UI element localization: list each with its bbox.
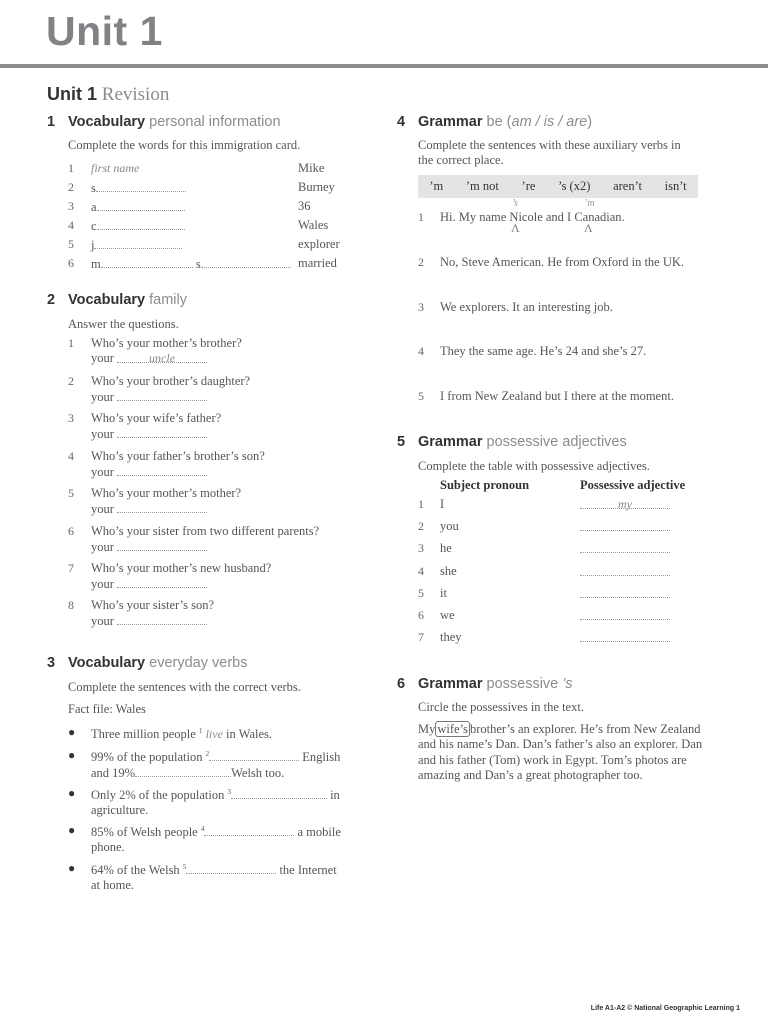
gap-number: 3 xyxy=(227,788,231,796)
fact-text: and 19% xyxy=(91,766,136,781)
example-answer: live xyxy=(205,727,223,742)
fact-text: in Wales. xyxy=(226,727,273,742)
item-number: 5 xyxy=(418,389,424,403)
field-prefix: j xyxy=(91,238,95,252)
card-value: Wales xyxy=(298,218,329,232)
fact-text: 85% of Welsh people xyxy=(91,825,198,840)
section-category: Grammar xyxy=(418,676,483,692)
possessives-text[interactable] xyxy=(418,722,718,783)
revision-title-word: Revision xyxy=(101,84,170,105)
question: Who’s your sister’s son? xyxy=(91,598,215,612)
fact-text: phone. xyxy=(91,840,125,855)
item-number: 6 xyxy=(68,524,74,538)
field-prefix: s xyxy=(91,181,96,195)
pronoun: she xyxy=(440,564,457,578)
column-header: Subject pronoun xyxy=(440,478,530,492)
text-body: brother’s an explorer. He’s from New Zealand and his name’s Dan. Dan’s father’s also an explorer. Dan and his father (Tom) work in Egypt. Tom’s photos are amazing and Dan’s a great photographer too. xyxy=(418,722,703,782)
word-option: ’m not xyxy=(465,179,499,193)
item-number: 4 xyxy=(418,344,424,358)
answer-prefix: your xyxy=(91,614,114,628)
instruction-line: Complete the sentences with these auxiliary verbs in xyxy=(418,138,681,152)
word-option: ’m xyxy=(429,179,444,193)
field-prefix: a xyxy=(91,200,97,214)
card-value: explorer xyxy=(298,237,340,251)
answer-line[interactable] xyxy=(91,426,207,442)
pronoun: they xyxy=(440,630,462,644)
section-6-heading xyxy=(397,676,573,692)
item-number: 2 xyxy=(418,519,424,533)
fact-item[interactable] xyxy=(91,822,371,855)
item-number: 6 xyxy=(418,608,424,622)
section-2-heading xyxy=(47,292,187,308)
fact-text: agriculture. xyxy=(91,803,149,818)
section-3-instruction: Complete the sentences with the correct verbs. xyxy=(68,680,301,694)
item-number: 3 xyxy=(418,541,424,555)
item-number: 4 xyxy=(418,564,424,578)
text-start: My xyxy=(418,722,436,736)
topic-italic: am / is / are xyxy=(511,114,588,130)
fact-item[interactable] xyxy=(91,785,371,818)
card-field xyxy=(91,161,139,176)
section-4-heading xyxy=(397,114,592,130)
bullet-icon: ● xyxy=(68,725,76,739)
card-field[interactable] xyxy=(91,199,185,215)
gap-number: 4 xyxy=(200,825,205,833)
section-3-heading xyxy=(47,655,247,671)
header-rule xyxy=(0,64,768,68)
section-2-instruction: Answer the questions. xyxy=(68,317,179,331)
section-number: 4 xyxy=(397,114,406,130)
sentence: Hi. My name Nicole and I Canadian. xyxy=(440,210,625,224)
answer-line[interactable] xyxy=(91,501,207,517)
section-topic: possessive adjectives xyxy=(486,434,627,450)
section-1-heading xyxy=(47,114,281,130)
answer-prefix: your xyxy=(91,502,114,516)
answer-cell[interactable] xyxy=(580,608,670,624)
fact-text: the Internet xyxy=(279,863,337,878)
fact-item[interactable] xyxy=(91,860,371,893)
example-insert: ’m xyxy=(584,198,595,209)
example-answer: first name xyxy=(91,161,140,175)
field-prefix: m xyxy=(91,257,101,271)
section-topic: family xyxy=(149,292,188,308)
caret-icon: Λ xyxy=(511,221,520,235)
bullet-icon: ● xyxy=(68,748,76,762)
fact-text: 99% of the population xyxy=(91,750,203,765)
question: Who’s your wife’s father? xyxy=(91,411,222,425)
sentence[interactable]: No, Steve American. He from Oxford in the UK. xyxy=(440,255,685,269)
answer-cell xyxy=(580,497,670,512)
item-number: 2 xyxy=(418,255,424,269)
card-value: 36 xyxy=(298,199,311,213)
answer-line[interactable] xyxy=(91,464,207,480)
question: Who’s your brother’s daughter? xyxy=(91,374,251,388)
word-box xyxy=(418,175,698,198)
section-number: 1 xyxy=(47,114,56,130)
card-field[interactable] xyxy=(91,218,185,234)
gap-number: 2 xyxy=(205,750,210,758)
section-category: Vocabulary xyxy=(68,655,146,671)
item-number: 7 xyxy=(418,630,424,644)
page-footer: Life A1-A2 © National Geographic Learning 1 xyxy=(590,1005,740,1012)
card-field[interactable] xyxy=(91,256,291,272)
gap-number: 1 xyxy=(198,727,203,735)
item-number: 7 xyxy=(68,561,74,575)
item-number: 1 xyxy=(418,210,424,224)
section-5-instruction: Complete the table with possessive adjectives. xyxy=(418,459,650,473)
sentence[interactable]: I from New Zealand but I there at the moment. xyxy=(440,389,674,403)
item-number: 2 xyxy=(68,374,74,388)
section-category: Vocabulary xyxy=(68,292,146,308)
field-prefix: c xyxy=(91,219,97,233)
word-option: aren’t xyxy=(613,179,642,193)
answer-prefix: your xyxy=(91,427,114,441)
question: Who’s your mother’s brother? xyxy=(91,336,242,350)
section-category: Grammar xyxy=(418,434,483,450)
bullet-icon: ● xyxy=(68,823,76,837)
fact-text: a mobile xyxy=(297,825,341,840)
topic-italic: ’s xyxy=(562,676,573,692)
unit-title: Unit 1 xyxy=(46,8,163,54)
item-number: 6 xyxy=(68,256,74,270)
fact-text: Welsh too. xyxy=(231,766,285,781)
question: Who’s your mother’s new husband? xyxy=(91,561,272,575)
item-number: 3 xyxy=(68,411,74,425)
section-number: 6 xyxy=(397,676,406,692)
instruction-line: the correct place. xyxy=(418,153,504,167)
answer-cell[interactable] xyxy=(580,586,670,602)
revision-title xyxy=(47,84,169,106)
item-number: 5 xyxy=(68,237,74,251)
item-number: 8 xyxy=(68,598,74,612)
item-number: 5 xyxy=(418,586,424,600)
field-prefix-2: s xyxy=(195,257,201,271)
section-number: 5 xyxy=(397,434,406,450)
column-header: Possessive adjective xyxy=(580,478,686,492)
section-category: Grammar xyxy=(418,114,483,130)
fact-text: Three million people xyxy=(91,727,196,742)
sentence[interactable]: We explorers. It an interesting job. xyxy=(440,300,613,314)
item-number: 3 xyxy=(68,199,74,213)
section-1-instruction: Complete the words for this immigration card. xyxy=(68,138,301,152)
fact-text: 64% of the Welsh xyxy=(91,863,180,878)
pronoun: I xyxy=(440,497,445,511)
item-number: 5 xyxy=(68,486,74,500)
pronoun: we xyxy=(440,608,455,622)
fact-item[interactable] xyxy=(91,747,371,781)
answer-cell[interactable] xyxy=(580,564,670,580)
topic-text: ) xyxy=(587,114,593,130)
caret-icon: Λ xyxy=(584,221,593,235)
section-topic xyxy=(487,114,593,130)
answer-cell[interactable] xyxy=(580,519,670,535)
example-answer: uncle xyxy=(149,351,176,365)
pronoun: you xyxy=(440,519,459,533)
fact-text: English xyxy=(302,750,341,765)
section-topic xyxy=(487,676,573,692)
topic-text: be ( xyxy=(486,114,512,130)
section-4-instruction xyxy=(418,138,681,168)
item-number: 3 xyxy=(418,300,424,314)
bullet-icon: ● xyxy=(68,861,76,875)
answer-prefix: your xyxy=(91,577,114,591)
section-topic: personal information xyxy=(149,114,281,130)
card-field[interactable] xyxy=(91,237,182,253)
pronoun: it xyxy=(440,586,447,600)
answer-prefix: your xyxy=(91,540,114,554)
item-number: 1 xyxy=(418,497,424,511)
answer-line[interactable] xyxy=(91,576,207,592)
fact-text: at home. xyxy=(91,878,135,893)
card-value: Mike xyxy=(298,161,325,175)
answer-cell[interactable] xyxy=(580,541,670,557)
revision-title-unit: Unit 1 xyxy=(47,84,98,104)
section-category: Vocabulary xyxy=(68,114,146,130)
section-number: 3 xyxy=(47,655,56,671)
answer-cell[interactable] xyxy=(580,630,670,646)
sentence[interactable]: They the same age. He’s 24 and she’s 27. xyxy=(440,344,647,358)
item-number: 1 xyxy=(68,336,74,350)
word-option: ’s (x2) xyxy=(558,179,591,193)
answer-line[interactable] xyxy=(91,613,207,629)
answer-prefix: your xyxy=(91,465,114,479)
card-value: married xyxy=(298,256,337,270)
word-option: ’re xyxy=(521,179,536,193)
answer-line xyxy=(91,351,207,366)
item-number: 4 xyxy=(68,449,74,463)
card-field[interactable] xyxy=(91,180,186,196)
answer-prefix: your xyxy=(91,351,114,365)
fact-file-title: Fact file: Wales xyxy=(68,702,146,716)
question: Who’s your sister from two different parents? xyxy=(91,524,320,538)
answer-line[interactable] xyxy=(91,539,207,555)
section-6-instruction: Circle the possessives in the text. xyxy=(418,700,584,714)
circled-example: wife’s xyxy=(437,722,468,736)
question: Who’s your mother’s mother? xyxy=(91,486,242,500)
answer-line[interactable] xyxy=(91,389,207,405)
gap-number: 5 xyxy=(182,863,187,871)
fact-text: Only 2% of the population xyxy=(91,788,225,803)
example-insert: ’s xyxy=(512,198,518,209)
fact-text: in xyxy=(330,788,340,803)
answer-prefix: your xyxy=(91,390,114,404)
item-number: 4 xyxy=(68,218,74,232)
topic-text: possessive xyxy=(486,676,559,692)
section-number: 2 xyxy=(47,292,56,308)
section-5-heading xyxy=(397,434,627,450)
question: Who’s your father’s brother’s son? xyxy=(91,449,265,463)
item-number: 1 xyxy=(68,161,74,175)
pronoun: he xyxy=(440,541,452,555)
example-answer: my xyxy=(618,497,632,511)
bullet-icon: ● xyxy=(68,786,76,800)
word-option: isn’t xyxy=(664,179,687,193)
card-value: Burney xyxy=(298,180,335,194)
section-topic: everyday verbs xyxy=(149,655,248,671)
fact-item xyxy=(91,724,272,742)
item-number: 2 xyxy=(68,180,74,194)
